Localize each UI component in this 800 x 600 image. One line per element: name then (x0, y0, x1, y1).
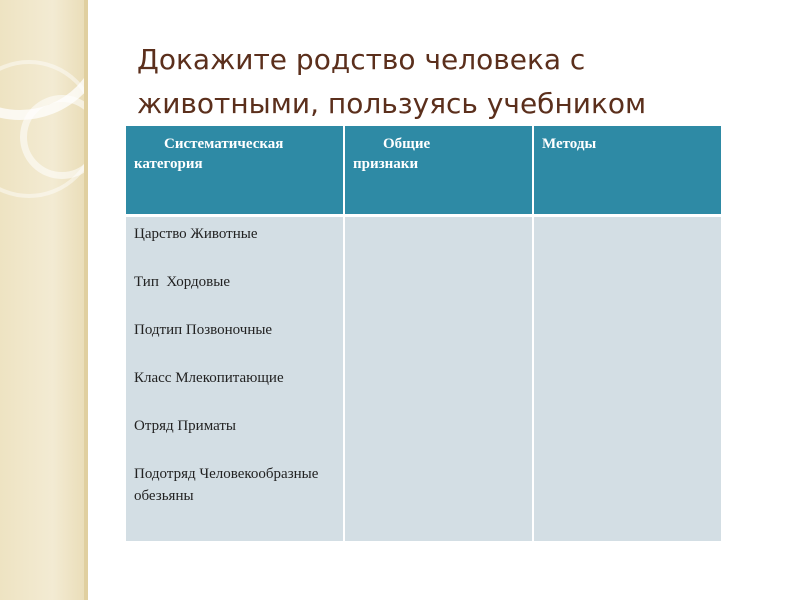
header-col1-line1: Систематическая (164, 136, 284, 152)
category-kingdom: Царство Животные (134, 226, 258, 242)
header-col2-line2: признаки (353, 156, 419, 172)
category-subphylum: Подтип Позвоночные (134, 322, 273, 338)
header-col3: Методы (542, 136, 597, 152)
decorative-left-band (0, 0, 88, 600)
classification-table (126, 126, 721, 541)
slide-title: Докажите родство человека с животными, пользуясь учебником (137, 43, 647, 120)
band-edge (84, 0, 88, 600)
header-col1-line2: категория (134, 156, 203, 172)
header-methods (533, 126, 721, 216)
methods-cell[interactable] (533, 216, 721, 542)
category-cell[interactable] (126, 216, 344, 542)
category-phylum: Тип Хордовые (134, 274, 230, 290)
table-header-row (126, 126, 721, 216)
header-col2-line1: Общие (383, 136, 431, 152)
header-common-features (344, 126, 533, 216)
table-row (126, 216, 721, 542)
header-systematic-category (126, 126, 344, 216)
category-class: Класс Млекопитающие (134, 370, 284, 386)
category-suborder: Подотряд Человекообразные обезьяны (134, 466, 319, 504)
common-features-cell[interactable] (344, 216, 533, 542)
category-order: Отряд Приматы (134, 418, 237, 434)
